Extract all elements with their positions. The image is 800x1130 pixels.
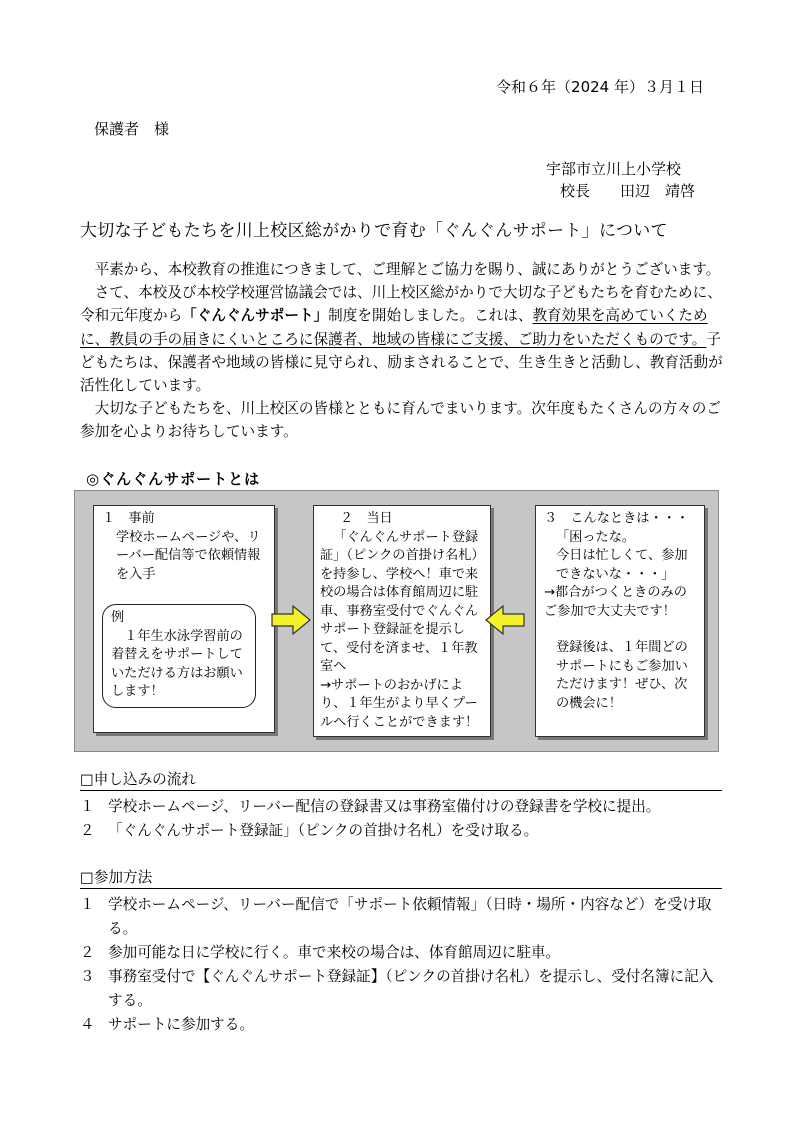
paragraph-program-part2: 制度を開始しました。これは、: [328, 307, 533, 325]
list-item-text: 参加可能な日に学校に行く。車で来校の場合は、体育館周辺に駐車。: [108, 944, 561, 961]
step-day-of-heading: ２ 当日: [340, 511, 393, 526]
participation-method-section: [80, 866, 722, 1037]
step-before-text: 学校ホームページや、リーバー配信等で依頼情報を入手: [116, 529, 261, 582]
addressee: 保護者 様: [94, 120, 170, 138]
step-when-busy-heading: ３ こんなときは・・・: [544, 511, 690, 526]
list-item-number: ２: [80, 944, 95, 961]
paragraph-closing: 大切な子どもたちを、川上校区の皆様とともに育んでまいります。次年度もたくさんの方々のご参加を心よりお待ちしています。: [80, 400, 721, 441]
document-title: 大切な子どもたちを川上校区総がかりで育む「ぐんぐんサポート」について: [80, 221, 668, 241]
paragraph-program-part1: さて、本校及び本校学校運営協議会では、川上校区総がかりで大切な子どもたちを育むために、令和元年度から: [80, 284, 722, 325]
list-item-text: 「ぐんぐんサポート登録証」（ピンクの首掛け名札）を受け取る。: [108, 822, 539, 839]
step-day-of: [313, 505, 491, 737]
list-item-number: １: [80, 896, 95, 913]
list-item: [80, 941, 722, 965]
program-purpose-underlined: 教育効果を高めていくために、教員の手の届きにくいところに保護者、地域の皆様にご支援、ご助力をいただくものです。: [80, 307, 708, 348]
letter-body: [80, 258, 725, 444]
step-before-heading: １ 事前: [102, 511, 155, 526]
example-speech-bubble: [102, 604, 256, 708]
document-date: 令和６年（2024 年）３月１日: [496, 78, 704, 96]
step-day-of-result: →サポートのおかげにより、１年生がより早くプールへ行くことができます！: [320, 677, 479, 730]
participation-method-heading: □参加方法: [80, 866, 722, 889]
arrow-right-icon: [271, 605, 311, 635]
step-when-busy-note: 登録後は、１年間どのサポートにもご参加いただけます！ぜひ、次の機会に！: [556, 640, 688, 711]
arrow-left-icon: [485, 605, 525, 635]
principal-name: 校長 田辺 靖啓: [560, 182, 696, 200]
example-text: １年生水泳学習前の着替えをサポートしていただける方はお願いします！: [111, 628, 243, 699]
step-when-busy: [535, 505, 705, 737]
paragraph-program: [80, 281, 725, 397]
list-item-text: サポートに参加する。: [108, 1016, 254, 1033]
list-item-text: 学校ホームページ、リーバー配信の登録書又は事務室備付けの登録書を学校に提出。: [108, 798, 661, 815]
application-flow-section: [80, 768, 722, 843]
list-item-number: １: [80, 798, 95, 815]
step-when-busy-answer: →都合がつくときのみのご参加で大丈夫です！: [544, 585, 687, 619]
list-item: [80, 965, 722, 1013]
program-name: 「ぐんぐんサポート」: [182, 307, 329, 325]
list-item-number: ４: [80, 1016, 95, 1033]
school-name: 宇部市立川上小学校: [546, 160, 682, 178]
list-item: [80, 893, 722, 941]
step-before: [93, 505, 275, 733]
list-item-number: ３: [80, 968, 95, 985]
list-item-number: ２: [80, 822, 95, 839]
example-label: 例: [111, 610, 125, 625]
support-section-title: ◎ぐんぐんサポートとは: [86, 470, 261, 488]
paragraph-greeting: 平素から、本校教育の推進につきまして、ご理解とご協力を賜り、誠にありがとうございます。: [94, 261, 721, 278]
application-flow-heading: □申し込みの流れ: [80, 768, 722, 791]
list-item-text: 学校ホームページ、リーバー配信で「サポート依頼情報」（日時・場所・内容など）を受け取る。: [108, 896, 712, 937]
support-diagram-panel: [74, 490, 719, 752]
list-item: [80, 795, 722, 819]
paragraph-program-part3: 子どもたちは、保護者や地域の皆様に見守られ、励まされることで、生き生きと活動し、教育活動が活性化しています。: [80, 330, 723, 395]
list-item: [80, 819, 722, 843]
list-item-text: 事務室受付で【ぐんぐんサポート登録証】（ピンクの首掛け名札）を提示し、受付名簿に記入する。: [108, 968, 714, 1009]
step-when-busy-quote: 「困ったな。 今日は忙しくて、参加できないな・・・」: [556, 529, 688, 582]
step-day-of-text: 「ぐんぐんサポート登録証」（ピンクの首掛け名札）を持参し、学校へ！車で来校の場合は体育館周辺に駐車、事務室受付でぐんぐんサポート登録証を提示して、受付を済ませ、１年教室へ: [320, 529, 479, 674]
list-item: [80, 1013, 722, 1037]
